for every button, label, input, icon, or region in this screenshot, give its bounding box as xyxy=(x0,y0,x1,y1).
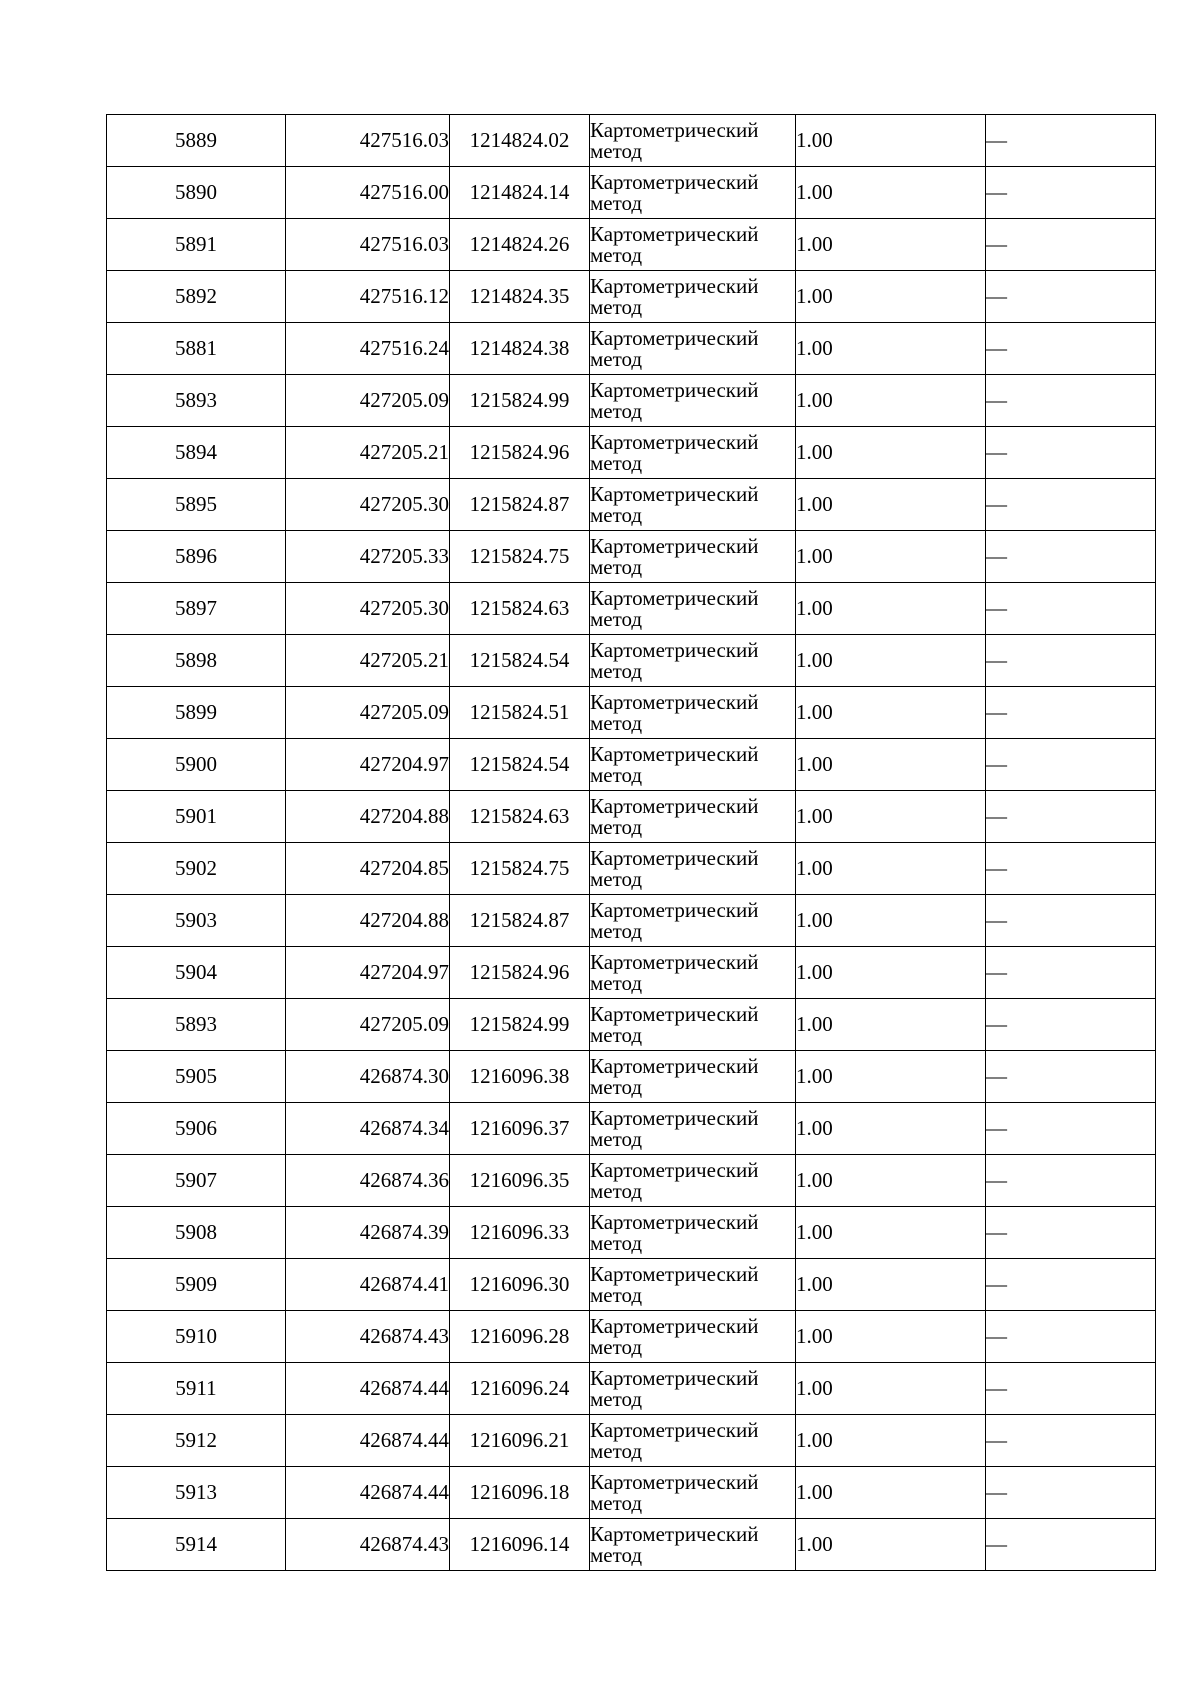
accuracy-cell: 1.00 xyxy=(796,1207,986,1259)
y-coordinate-cell: 1216096.35 xyxy=(450,1155,590,1207)
coordinates-table-body xyxy=(107,115,1156,1571)
method-line-1: Картометрический xyxy=(590,325,759,350)
table-row xyxy=(107,427,1156,479)
x-coordinate-cell: 427205.33 xyxy=(286,531,450,583)
accuracy-cell: 1.00 xyxy=(796,1363,986,1415)
y-coordinate-cell: 1215824.99 xyxy=(450,999,590,1051)
method-line-2: метод xyxy=(590,346,643,371)
point-number-cell: 5893 xyxy=(107,375,286,427)
y-coordinate-cell: 1215824.96 xyxy=(450,947,590,999)
method-line-1: Картометрический xyxy=(590,117,759,142)
y-coordinate-cell: 1216096.14 xyxy=(450,1519,590,1571)
method-line-1: Картометрический xyxy=(590,793,759,818)
accuracy-cell: 1.00 xyxy=(796,583,986,635)
accuracy-cell: 1.00 xyxy=(796,739,986,791)
method-line-1: Картометрический xyxy=(590,585,759,610)
method-line-2: метод xyxy=(590,710,643,735)
x-coordinate-cell: 426874.41 xyxy=(286,1259,450,1311)
point-number-cell: 5908 xyxy=(107,1207,286,1259)
method-cell xyxy=(590,271,796,323)
method-line-1: Картометрический xyxy=(590,533,759,558)
point-number-cell: 5890 xyxy=(107,167,286,219)
x-coordinate-cell: 427204.97 xyxy=(286,739,450,791)
method-cell xyxy=(590,895,796,947)
method-line-2: метод xyxy=(590,658,643,683)
x-coordinate-cell: 426874.44 xyxy=(286,1363,450,1415)
x-coordinate-cell: 427205.09 xyxy=(286,687,450,739)
point-number-cell: 5892 xyxy=(107,271,286,323)
point-number-cell: 5900 xyxy=(107,739,286,791)
method-line-1: Картометрический xyxy=(590,481,759,506)
description-cell: — xyxy=(986,1051,1156,1103)
method-line-1: Картометрический xyxy=(590,637,759,662)
method-cell xyxy=(590,1519,796,1571)
y-coordinate-cell: 1216096.18 xyxy=(450,1467,590,1519)
method-line-2: метод xyxy=(590,970,643,995)
y-coordinate-cell: 1215824.63 xyxy=(450,583,590,635)
method-line-2: метод xyxy=(590,1178,643,1203)
table-row xyxy=(107,1519,1156,1571)
table-row xyxy=(107,1363,1156,1415)
x-coordinate-cell: 426874.44 xyxy=(286,1415,450,1467)
method-cell xyxy=(590,947,796,999)
point-number-cell: 5905 xyxy=(107,1051,286,1103)
table-row xyxy=(107,219,1156,271)
x-coordinate-cell: 426874.44 xyxy=(286,1467,450,1519)
method-line-1: Картометрический xyxy=(590,1261,759,1286)
y-coordinate-cell: 1214824.38 xyxy=(450,323,590,375)
x-coordinate-cell: 426874.34 xyxy=(286,1103,450,1155)
description-cell: — xyxy=(986,1103,1156,1155)
method-line-1: Картометрический xyxy=(590,897,759,922)
accuracy-cell: 1.00 xyxy=(796,1155,986,1207)
accuracy-cell: 1.00 xyxy=(796,115,986,167)
method-line-1: Картометрический xyxy=(590,845,759,870)
x-coordinate-cell: 427205.21 xyxy=(286,427,450,479)
accuracy-cell: 1.00 xyxy=(796,531,986,583)
accuracy-cell: 1.00 xyxy=(796,1415,986,1467)
point-number-cell: 5907 xyxy=(107,1155,286,1207)
point-number-cell: 5899 xyxy=(107,687,286,739)
description-cell: — xyxy=(986,687,1156,739)
point-number-cell: 5911 xyxy=(107,1363,286,1415)
point-number-cell: 5909 xyxy=(107,1259,286,1311)
method-cell xyxy=(590,1207,796,1259)
table-row xyxy=(107,895,1156,947)
method-cell xyxy=(590,323,796,375)
accuracy-cell: 1.00 xyxy=(796,1103,986,1155)
point-number-cell: 5901 xyxy=(107,791,286,843)
method-line-2: метод xyxy=(590,1438,643,1463)
method-cell xyxy=(590,999,796,1051)
method-cell xyxy=(590,1363,796,1415)
accuracy-cell: 1.00 xyxy=(796,167,986,219)
table-row xyxy=(107,115,1156,167)
method-line-2: метод xyxy=(590,242,643,267)
x-coordinate-cell: 427205.21 xyxy=(286,635,450,687)
method-cell xyxy=(590,1311,796,1363)
table-row xyxy=(107,479,1156,531)
method-cell xyxy=(590,375,796,427)
accuracy-cell: 1.00 xyxy=(796,271,986,323)
point-number-cell: 5906 xyxy=(107,1103,286,1155)
x-coordinate-cell: 426874.43 xyxy=(286,1311,450,1363)
point-number-cell: 5893 xyxy=(107,999,286,1051)
table-row xyxy=(107,947,1156,999)
method-line-2: метод xyxy=(590,1490,643,1515)
description-cell: — xyxy=(986,375,1156,427)
y-coordinate-cell: 1216096.33 xyxy=(450,1207,590,1259)
x-coordinate-cell: 427205.30 xyxy=(286,479,450,531)
method-line-1: Картометрический xyxy=(590,1469,759,1494)
table-row xyxy=(107,531,1156,583)
accuracy-cell: 1.00 xyxy=(796,323,986,375)
point-number-cell: 5895 xyxy=(107,479,286,531)
method-line-2: метод xyxy=(590,502,643,527)
method-cell xyxy=(590,687,796,739)
x-coordinate-cell: 426874.39 xyxy=(286,1207,450,1259)
y-coordinate-cell: 1215824.99 xyxy=(450,375,590,427)
table-row xyxy=(107,1155,1156,1207)
accuracy-cell: 1.00 xyxy=(796,687,986,739)
method-line-2: метод xyxy=(590,866,643,891)
accuracy-cell: 1.00 xyxy=(796,1467,986,1519)
method-line-1: Картометрический xyxy=(590,1001,759,1026)
method-line-2: метод xyxy=(590,814,643,839)
point-number-cell: 5914 xyxy=(107,1519,286,1571)
method-cell xyxy=(590,1155,796,1207)
y-coordinate-cell: 1216096.37 xyxy=(450,1103,590,1155)
method-line-1: Картометрический xyxy=(590,1157,759,1182)
accuracy-cell: 1.00 xyxy=(796,895,986,947)
method-line-2: метод xyxy=(590,1334,643,1359)
description-cell: — xyxy=(986,427,1156,479)
point-number-cell: 5912 xyxy=(107,1415,286,1467)
description-cell: — xyxy=(986,635,1156,687)
method-cell xyxy=(590,1467,796,1519)
accuracy-cell: 1.00 xyxy=(796,791,986,843)
method-line-1: Картометрический xyxy=(590,689,759,714)
table-row xyxy=(107,167,1156,219)
method-line-2: метод xyxy=(590,138,643,163)
point-number-cell: 5896 xyxy=(107,531,286,583)
description-cell: — xyxy=(986,791,1156,843)
method-cell xyxy=(590,479,796,531)
method-line-2: метод xyxy=(590,398,643,423)
x-coordinate-cell: 426874.30 xyxy=(286,1051,450,1103)
y-coordinate-cell: 1216096.24 xyxy=(450,1363,590,1415)
table-row xyxy=(107,635,1156,687)
point-number-cell: 5913 xyxy=(107,1467,286,1519)
table-row xyxy=(107,583,1156,635)
table-row xyxy=(107,1259,1156,1311)
point-number-cell: 5910 xyxy=(107,1311,286,1363)
x-coordinate-cell: 427205.09 xyxy=(286,999,450,1051)
description-cell: — xyxy=(986,739,1156,791)
y-coordinate-cell: 1216096.21 xyxy=(450,1415,590,1467)
method-line-1: Картометрический xyxy=(590,1313,759,1338)
description-cell: — xyxy=(986,323,1156,375)
method-line-1: Картометрический xyxy=(590,273,759,298)
point-number-cell: 5889 xyxy=(107,115,286,167)
accuracy-cell: 1.00 xyxy=(796,1311,986,1363)
x-coordinate-cell: 426874.36 xyxy=(286,1155,450,1207)
table-row xyxy=(107,375,1156,427)
description-cell: — xyxy=(986,271,1156,323)
method-cell xyxy=(590,427,796,479)
method-line-2: метод xyxy=(590,1126,643,1151)
point-number-cell: 5891 xyxy=(107,219,286,271)
y-coordinate-cell: 1215824.54 xyxy=(450,635,590,687)
method-line-1: Картометрический xyxy=(590,221,759,246)
description-cell: — xyxy=(986,1311,1156,1363)
table-row xyxy=(107,1311,1156,1363)
table-row xyxy=(107,323,1156,375)
y-coordinate-cell: 1215824.54 xyxy=(450,739,590,791)
y-coordinate-cell: 1214824.02 xyxy=(450,115,590,167)
table-row xyxy=(107,1207,1156,1259)
description-cell: — xyxy=(986,479,1156,531)
y-coordinate-cell: 1215824.75 xyxy=(450,531,590,583)
method-line-1: Картометрический xyxy=(590,1365,759,1390)
method-line-1: Картометрический xyxy=(590,377,759,402)
method-cell xyxy=(590,583,796,635)
x-coordinate-cell: 427204.85 xyxy=(286,843,450,895)
description-cell: — xyxy=(986,167,1156,219)
x-coordinate-cell: 427516.00 xyxy=(286,167,450,219)
method-cell xyxy=(590,219,796,271)
point-number-cell: 5904 xyxy=(107,947,286,999)
description-cell: — xyxy=(986,843,1156,895)
table-row xyxy=(107,1467,1156,1519)
method-line-1: Картометрический xyxy=(590,949,759,974)
x-coordinate-cell: 427205.30 xyxy=(286,583,450,635)
accuracy-cell: 1.00 xyxy=(796,1519,986,1571)
method-line-2: метод xyxy=(590,1230,643,1255)
point-number-cell: 5903 xyxy=(107,895,286,947)
method-cell xyxy=(590,531,796,583)
table-row xyxy=(107,739,1156,791)
y-coordinate-cell: 1214824.26 xyxy=(450,219,590,271)
point-number-cell: 5897 xyxy=(107,583,286,635)
method-line-2: метод xyxy=(590,190,643,215)
x-coordinate-cell: 427516.24 xyxy=(286,323,450,375)
point-number-cell: 5881 xyxy=(107,323,286,375)
coordinates-table xyxy=(106,114,1156,1571)
method-cell xyxy=(590,1051,796,1103)
y-coordinate-cell: 1216096.28 xyxy=(450,1311,590,1363)
method-line-1: Картометрический xyxy=(590,169,759,194)
method-cell xyxy=(590,115,796,167)
method-line-2: метод xyxy=(590,918,643,943)
description-cell: — xyxy=(986,1363,1156,1415)
table-row xyxy=(107,687,1156,739)
y-coordinate-cell: 1215824.96 xyxy=(450,427,590,479)
description-cell: — xyxy=(986,219,1156,271)
method-line-1: Картометрический xyxy=(590,1209,759,1234)
accuracy-cell: 1.00 xyxy=(796,479,986,531)
method-cell xyxy=(590,739,796,791)
table-row xyxy=(107,271,1156,323)
description-cell: — xyxy=(986,115,1156,167)
description-cell: — xyxy=(986,947,1156,999)
accuracy-cell: 1.00 xyxy=(796,843,986,895)
y-coordinate-cell: 1215824.63 xyxy=(450,791,590,843)
description-cell: — xyxy=(986,895,1156,947)
description-cell: — xyxy=(986,1259,1156,1311)
method-cell xyxy=(590,1103,796,1155)
table-row xyxy=(107,1051,1156,1103)
method-line-2: метод xyxy=(590,762,643,787)
method-line-1: Картометрический xyxy=(590,1053,759,1078)
accuracy-cell: 1.00 xyxy=(796,999,986,1051)
x-coordinate-cell: 427516.03 xyxy=(286,219,450,271)
method-line-1: Картометрический xyxy=(590,741,759,766)
accuracy-cell: 1.00 xyxy=(796,427,986,479)
table-row xyxy=(107,1103,1156,1155)
table-row xyxy=(107,843,1156,895)
method-line-2: метод xyxy=(590,1386,643,1411)
description-cell: — xyxy=(986,1467,1156,1519)
x-coordinate-cell: 427204.97 xyxy=(286,947,450,999)
x-coordinate-cell: 427204.88 xyxy=(286,895,450,947)
point-number-cell: 5902 xyxy=(107,843,286,895)
description-cell: — xyxy=(986,1155,1156,1207)
x-coordinate-cell: 427205.09 xyxy=(286,375,450,427)
method-line-2: метод xyxy=(590,554,643,579)
table-row xyxy=(107,1415,1156,1467)
method-line-1: Картометрический xyxy=(590,1521,759,1546)
point-number-cell: 5894 xyxy=(107,427,286,479)
point-number-cell: 5898 xyxy=(107,635,286,687)
accuracy-cell: 1.00 xyxy=(796,635,986,687)
y-coordinate-cell: 1215824.51 xyxy=(450,687,590,739)
method-line-2: метод xyxy=(590,1542,643,1567)
method-cell xyxy=(590,791,796,843)
method-line-2: метод xyxy=(590,1282,643,1307)
y-coordinate-cell: 1215824.75 xyxy=(450,843,590,895)
y-coordinate-cell: 1214824.35 xyxy=(450,271,590,323)
method-cell xyxy=(590,167,796,219)
y-coordinate-cell: 1216096.30 xyxy=(450,1259,590,1311)
y-coordinate-cell: 1215824.87 xyxy=(450,895,590,947)
method-line-2: метод xyxy=(590,450,643,475)
method-line-1: Картометрический xyxy=(590,1105,759,1130)
accuracy-cell: 1.00 xyxy=(796,1051,986,1103)
accuracy-cell: 1.00 xyxy=(796,947,986,999)
y-coordinate-cell: 1215824.87 xyxy=(450,479,590,531)
x-coordinate-cell: 427516.03 xyxy=(286,115,450,167)
accuracy-cell: 1.00 xyxy=(796,375,986,427)
x-coordinate-cell: 427516.12 xyxy=(286,271,450,323)
y-coordinate-cell: 1214824.14 xyxy=(450,167,590,219)
accuracy-cell: 1.00 xyxy=(796,1259,986,1311)
method-line-2: метод xyxy=(590,606,643,631)
method-cell xyxy=(590,843,796,895)
method-line-2: метод xyxy=(590,1074,643,1099)
table-row xyxy=(107,791,1156,843)
method-line-1: Картометрический xyxy=(590,1417,759,1442)
table-row xyxy=(107,999,1156,1051)
description-cell: — xyxy=(986,1207,1156,1259)
description-cell: — xyxy=(986,1519,1156,1571)
accuracy-cell: 1.00 xyxy=(796,219,986,271)
method-line-2: метод xyxy=(590,294,643,319)
x-coordinate-cell: 427204.88 xyxy=(286,791,450,843)
method-cell xyxy=(590,1415,796,1467)
description-cell: — xyxy=(986,583,1156,635)
method-cell xyxy=(590,1259,796,1311)
description-cell: — xyxy=(986,999,1156,1051)
method-cell xyxy=(590,635,796,687)
method-line-1: Картометрический xyxy=(590,429,759,454)
description-cell: — xyxy=(986,1415,1156,1467)
method-line-2: метод xyxy=(590,1022,643,1047)
x-coordinate-cell: 426874.43 xyxy=(286,1519,450,1571)
description-cell: — xyxy=(986,531,1156,583)
y-coordinate-cell: 1216096.38 xyxy=(450,1051,590,1103)
